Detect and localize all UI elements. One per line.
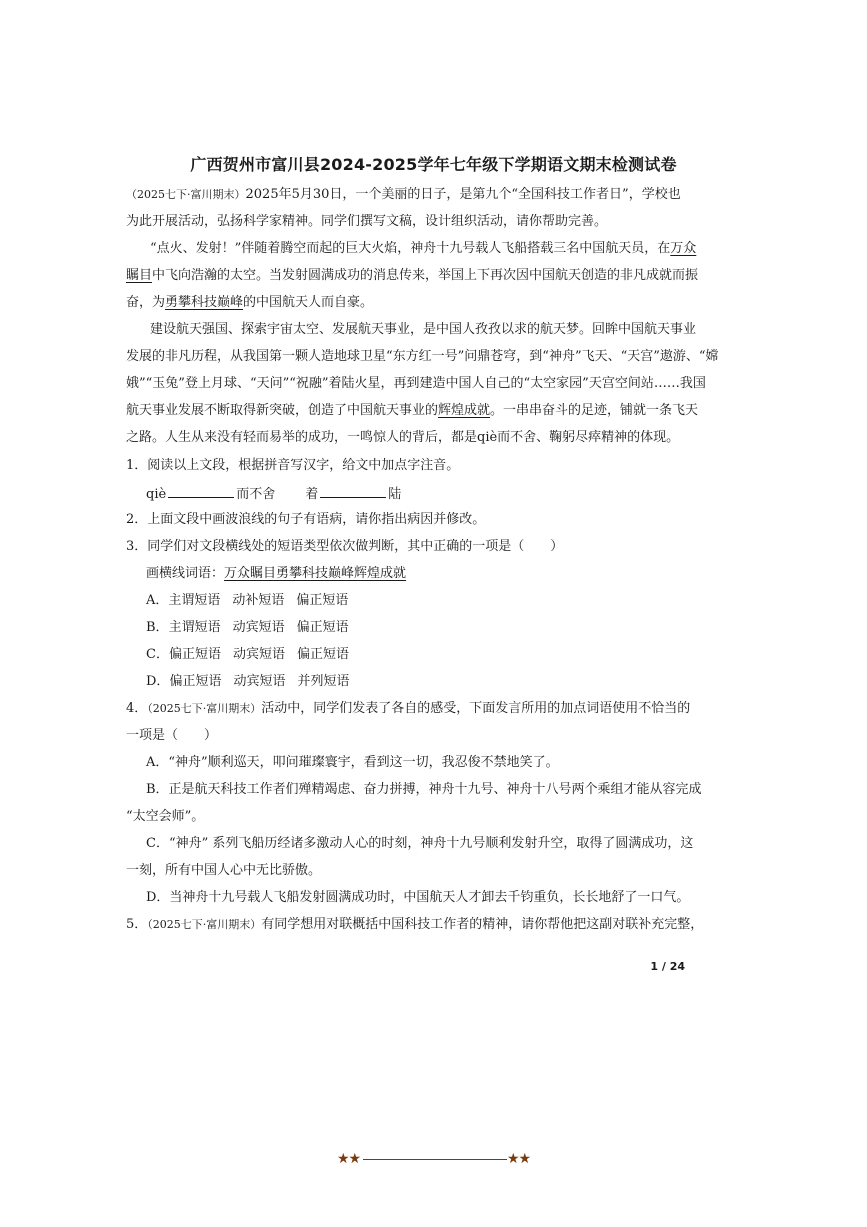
footer-divider bbox=[363, 1159, 507, 1160]
passage-line: 娥”“玉兔”登上月球、“天问”“祝融”着陆火星，再到建造中国人自己的“太空家园”天宫空间站……我国 bbox=[126, 376, 706, 391]
option-a[interactable]: A．主谓短语 动补短语 偏正短语 bbox=[146, 593, 349, 608]
passage-line: 建设航天强国、探索宇宙太空、发展航天事业，是中国人孜孜以求的航天梦。回眸中国航天事业 bbox=[150, 322, 697, 337]
option-b[interactable]: B．正是航天科技工作者们殚精竭虑、奋力拼搏，神舟十九号、神舟十八号两个乘组才能从容完成 bbox=[146, 782, 702, 797]
star-icon: ★★ bbox=[337, 1151, 361, 1167]
underlined-phrase: 勇攀科技巅峰 bbox=[165, 295, 244, 310]
option-b-cont: “太空会师”。 bbox=[126, 809, 205, 824]
option-c[interactable]: C．偏正短语 动宾短语 偏正短语 bbox=[146, 647, 349, 662]
intro-line-2: 为此开展活动，弘扬科学家精神。同学们撰写文稿，设计组织活动，请你帮助完善。 bbox=[126, 214, 608, 229]
underlined-phrase: 辉煌成就 bbox=[438, 403, 491, 418]
question-1-blanks: qiè 而不舍 着 陆 bbox=[146, 484, 401, 504]
option-c-cont: 一刻，所有中国人心中无比骄傲。 bbox=[126, 863, 322, 878]
passage-line: 发展的非凡历程，从我国第一颗人造地球卫星“东方红一号”问鼎苍穹，到“神舟”飞天、“天宫”遨游、“嫦 bbox=[126, 349, 719, 364]
question-3-stem: 3．同学们对文段横线处的短语类型依次做判断，其中正确的一项是（ ） bbox=[126, 539, 564, 554]
option-a[interactable]: A．“神舟”顺利巡天，叩问璀璨寰宇，看到这一切，我忍俊不禁地笑了。 bbox=[146, 755, 559, 770]
footer-ornament bbox=[337, 1149, 533, 1169]
underlined-words: 万众瞩目勇攀科技巅峰辉煌成就 bbox=[224, 566, 407, 581]
star-icon: ★★ bbox=[507, 1151, 531, 1167]
passage-line: 奋，为勇攀科技巅峰的中国航天人而自豪。 bbox=[126, 295, 374, 310]
answer-blank[interactable] bbox=[168, 484, 234, 498]
option-d[interactable]: D．偏正短语 动宾短语 并列短语 bbox=[146, 674, 350, 689]
intro-line-1: （2025七下·富川期末）2025年5月30日，一个美丽的日子，是第九个“全国科技工作者日”，学校也 bbox=[126, 187, 681, 202]
option-c[interactable]: C．“神舟” 系列飞船历经诸多激动人心的时刻，神舟十九号顺利发射升空，取得了圆满成功，这 bbox=[146, 836, 694, 851]
question-2-stem: 2．上面文段中画波浪线的句子有语病，请你指出病因并修改。 bbox=[126, 512, 486, 527]
question-source: （2025七下·富川期末） bbox=[147, 918, 262, 931]
question-source: （2025七下·富川期末） bbox=[147, 702, 262, 715]
page-number: 1 / 24 bbox=[650, 960, 685, 973]
underlined-phrase: 万众 bbox=[670, 241, 697, 256]
question-source: （2025七下·富川期末） bbox=[126, 188, 246, 201]
passage-line: “点火、发射！”伴随着腾空而起的巨大火焰，神舟十九号载人飞船搭载三名中国航天员，在万众 bbox=[150, 241, 697, 256]
underlined-phrase: 瞩目 bbox=[126, 268, 153, 283]
passage-line: 瞩目中飞向浩瀚的太空。当发射圆满成功的消息传来，举国上下再次因中国航天创造的非凡成就而振 bbox=[126, 268, 699, 283]
page-title: 广西贺州市富川县2024-2025学年七年级下学期语文期末检测试卷 bbox=[190, 155, 677, 174]
option-b[interactable]: B．主谓短语 动宾短语 偏正短语 bbox=[146, 620, 349, 635]
question-4-stem-cont: 一项是（ ） bbox=[126, 728, 218, 743]
question-1-stem: 1．阅读以上文段，根据拼音写汉字，给文中加点字注音。 bbox=[126, 458, 460, 473]
option-d[interactable]: D．当神舟十九号载人飞船发射圆满成功时，中国航天人才卸去千钧重负，长长地舒了一口气。 bbox=[146, 890, 690, 905]
question-3-prompt: 画横线词语：万众瞩目勇攀科技巅峰辉煌成就 bbox=[146, 566, 407, 581]
passage-line: 之路。人生从来没有轻而易举的成功，一鸣惊人的背后，都是qiè而不舍、鞠躬尽瘁精神的体现。 bbox=[126, 430, 680, 445]
passage-line: 航天事业发展不断取得新突破，创造了中国航天事业的辉煌成就。一串串奋斗的足迹，铺就一条飞天 bbox=[126, 403, 699, 418]
question-4-stem: 4．（2025七下·富川期末）活动中，同学们发表了各自的感受，下面发言所用的加点词语使用不恰当的 bbox=[126, 701, 691, 716]
question-5-stem: 5．（2025七下·富川期末）有同学想用对联概括中国科技工作者的精神，请你帮他把这副对联补充完整， bbox=[126, 917, 704, 932]
answer-blank[interactable] bbox=[320, 484, 386, 498]
